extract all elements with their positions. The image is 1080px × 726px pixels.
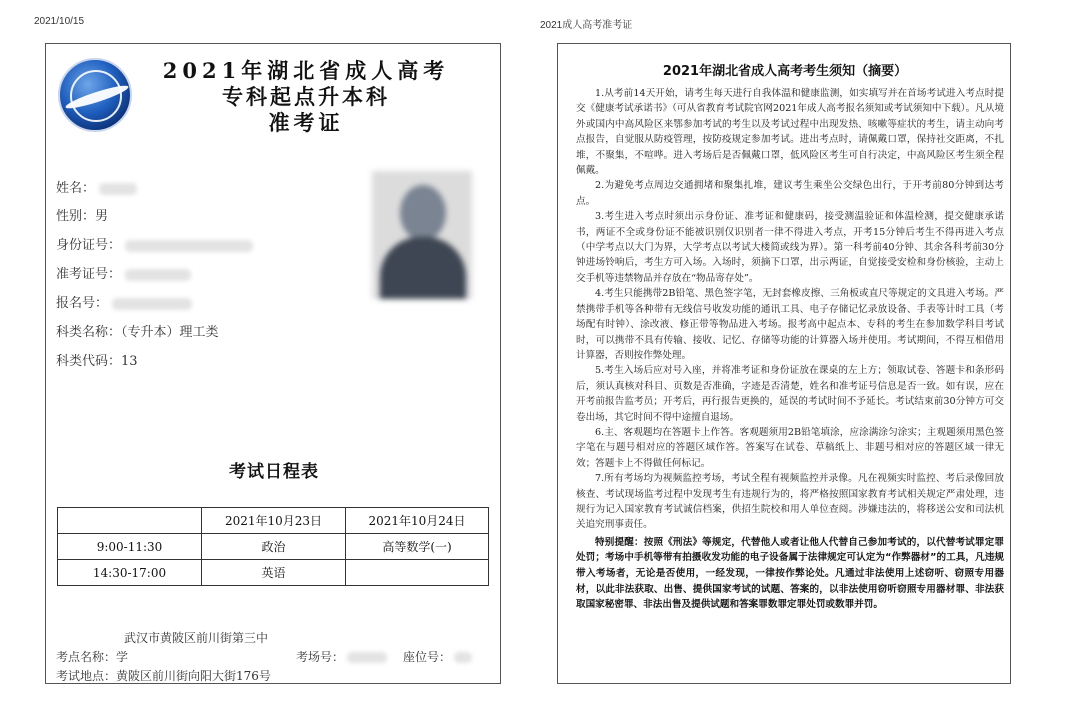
major-code-label: 科类代码： xyxy=(56,354,122,369)
schedule-corner-cell xyxy=(58,508,202,534)
special-reminder: 特别提醒：按照《刑法》等规定，代替他人或者让他人代替自己参加考试的，以代替考试罪定罪处罚；考场中手机等带有拍摄收发功能的电子设备属于法律规定可认定为“作弊器材”的工具，凡违规带入考场者，无论是否使用，一经发现，一律按作弊论处。凡通过非法使用上述窃听、窃照专用器材，以此非法获取、出售、提供国家考试的试题、答案的，以非法使用窃听窃照专用器材罪、非法获取国家秘密罪、非法出售及提供试题和答案罪数罪定罪处罚或数罪并罚。 xyxy=(576,536,1004,611)
gender-field xyxy=(56,205,108,224)
seat-number-redacted xyxy=(454,652,472,663)
ticket-title-line1: 2021年湖北省成人高考 xyxy=(162,58,450,83)
schedule-subject: 英语 xyxy=(202,560,346,586)
notice-paragraph: 1.从考前14天开始，请考生每天进行自我体温和健康监测，如实填写并在首场考试进入考点时提交《健康考试承诺书》（可从省教育考试院官网2021年成人高考报名须知或考试须知中下载）。凡从境外或国内中高风险区来鄂参加考试的考生以及考试过程中出现发热、咳嗽等症状的考生，请主动向考点报告，自觉服从防疫管理，按防疫规定参加考试。进出考点时，请佩戴口罩，保持社交距离，不扎堆，不聚集，不喧哗。进入考场后是否佩戴口罩，低风险区考生可自行决定，中高风险区考生须全程佩戴。 xyxy=(576,88,1004,177)
notice-paragraph: 5.考生入场后应对号入座，并将准考证和身份证放在课桌的左上方；领取试卷、答题卡和条形码后，须认真核对科目、页数是否准确，字迹是否清楚，姓名和准考证号信息是否一致。如有误，应在开考前报告监考员；开考后，再行报告更换的，延误的考试时间不予延长。考试结束前30分钟方可交卷出场，其它时间不得中途擅自退场。 xyxy=(576,365,1004,423)
id-number-field xyxy=(56,234,253,253)
name-redacted xyxy=(99,183,137,195)
schedule-subject: 政治 xyxy=(202,534,346,560)
exam-authority-logo-icon xyxy=(58,58,132,132)
print-doc-title: 2021成人高考准考证 xyxy=(540,20,633,31)
major-label: 科类名称： xyxy=(56,325,122,340)
exam-address-label: 考试地点： xyxy=(56,669,117,683)
notice-title: 2021年湖北省成人高考考生须知（摘要） xyxy=(662,64,908,79)
schedule-date-1: 2021年10月23日 xyxy=(202,508,346,534)
room-number-label: 考场号： xyxy=(296,650,345,664)
schedule-subject xyxy=(346,560,489,586)
candidate-photo xyxy=(372,171,472,299)
exam-address-field xyxy=(56,667,271,684)
notice-paragraph: 4.考生只能携带2B铅笔、黑色签字笔，无封套橡皮擦、三角板或直尺等规定的文具进入考场。严禁携带手机等各种带有无线信号收发功能的通讯工具、电子存储记忆录放设备、手表等计时工具（考场配有时钟）、涂改液、修正带等物品进入考场。报考高中起点本、专科的考生在参加数学科目考试时，可以携带不具有传输、接收、记忆、存储等功能的计算器入场并使用。考试期间，不得互相借用计算器，否则按作弊处理。 xyxy=(576,288,1004,361)
notice-paragraph: 7.所有考场均为视频监控考场，考试全程有视频监控并录像。凡在视频实时监控、考后录像回放核查、考试现场监考过程中发现考生有违规行为的，将严格按照国家教育考试相关规定严肃处理，违规行为记入国家教育考试诚信档案，供招生院校和用人单位查阅。涉嫌违法的，将移送公安和司法机关追究刑事责任。 xyxy=(576,473,1004,531)
registration-number-redacted xyxy=(112,298,192,310)
gender-value: 男 xyxy=(95,209,109,224)
schedule-time: 14:30-17:00 xyxy=(58,560,202,586)
notice-paragraph: 3.考生进入考点时须出示身份证、准考证和健康码，接受测温验证和体温检测，提交健康承诺书，两证不全或身份证不能被识别仅识别者一律不得进入考点，开考15分钟后考生不得再进入考点（中学考点以大门为界，大学考点以考试大楼简或线为界）。第一科考前40分钟、其余各科考前30分钟进场铃响后，考生方可入场。入场时，须摘下口罩，出示两证，自觉接受安检和身份核验，主动上交手机等违禁物品并存放在“物品寄存处”。 xyxy=(576,211,1004,284)
ticket-title-line2: 专科起点升本科 xyxy=(222,84,390,109)
ticket-title-line3: 准考证 xyxy=(268,110,344,135)
registration-number-field xyxy=(56,292,192,311)
name-label: 姓名： xyxy=(56,181,96,196)
print-date: 2021/10/15 xyxy=(34,16,85,27)
exam-number-field xyxy=(56,263,191,282)
room-number-redacted xyxy=(347,652,387,663)
exam-number-label: 准考证号： xyxy=(56,267,122,282)
schedule-row xyxy=(58,560,489,586)
major-field xyxy=(56,321,219,340)
schedule-row xyxy=(58,534,489,560)
seat-number-field xyxy=(403,648,472,665)
ticket-title xyxy=(146,58,466,136)
room-number-field xyxy=(296,648,387,665)
schedule-subject: 高等数学(一) xyxy=(346,534,489,560)
major-value: （专升本）理工类 xyxy=(121,325,219,340)
major-code-value: 13 xyxy=(121,354,138,369)
gender-label: 性别： xyxy=(56,209,96,224)
exam-number-redacted xyxy=(125,269,191,281)
candidate-notice xyxy=(557,43,1011,684)
seat-number-label: 座位号： xyxy=(403,650,452,664)
id-number-redacted xyxy=(125,240,253,252)
name-field xyxy=(56,177,137,196)
major-code-field xyxy=(56,350,138,369)
notice-paragraph: 6.主、客观题均在答题卡上作答。客观题须用2B铅笔填涂，应涂满涂匀涂实；主观题须用黑色签字笔在与题号相对应的答题区域作答。答案写在试卷、草稿纸上、非题号相对应的答题区域一律无效；答题卡上不得做任何标记。 xyxy=(576,426,1004,469)
venue-name-field xyxy=(56,648,128,665)
venue-name-line1: 武汉市黄陂区前川街第三中 xyxy=(124,631,269,645)
id-number-label: 身份证号： xyxy=(56,238,122,253)
schedule-time: 9:00-11:30 xyxy=(58,534,202,560)
admission-ticket xyxy=(45,43,501,684)
schedule-title: 考试日程表 xyxy=(229,462,319,482)
schedule-date-2: 2021年10月24日 xyxy=(346,508,489,534)
schedule-header-row xyxy=(58,508,489,534)
notice-paragraph: 2.为避免考点周边交通拥堵和聚集扎堆，建议考生乘坐公交绿色出行，于开考前80分钟到达考点。 xyxy=(576,180,1004,207)
registration-number-label: 报名号： xyxy=(56,296,109,311)
venue-name-label: 考点名称： xyxy=(56,650,117,664)
notice-body xyxy=(576,86,1004,613)
exam-address-value: 黄陂区前川街向阳大街176号 xyxy=(116,669,271,683)
venue-name-line2: 学 xyxy=(116,650,129,664)
schedule-table xyxy=(57,507,489,586)
